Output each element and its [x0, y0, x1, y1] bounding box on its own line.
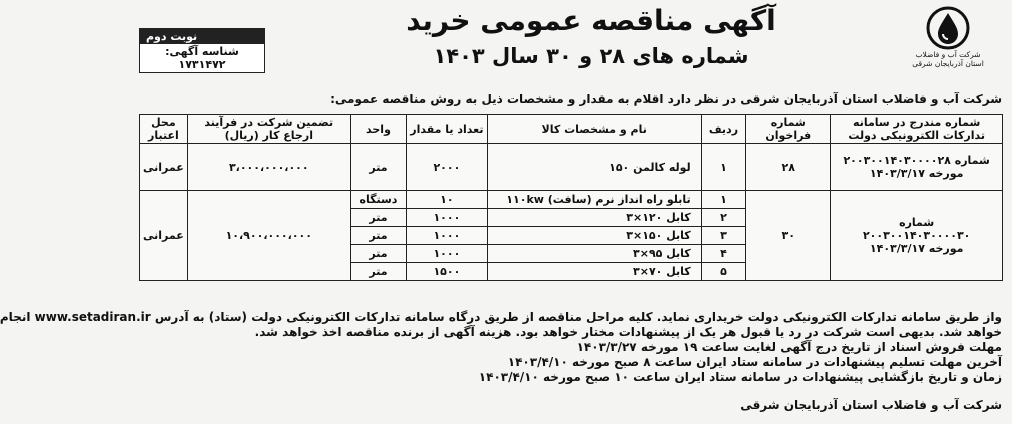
- row-cell: ۴: [701, 245, 746, 263]
- unit-cell: متر: [350, 144, 406, 191]
- reg-date-line: مورخه ۱۴۰۳/۳/۱۷: [869, 167, 964, 180]
- qty-cell: ۱۰: [407, 191, 488, 209]
- unit-cell: متر: [350, 245, 406, 263]
- reg-no-line: شماره ۲۰۰۳۰۰۱۴۰۳۰۰۰۰۲۸: [843, 154, 990, 167]
- header-call-no: شماره فراخوان: [746, 115, 831, 144]
- unit-cell: متر: [350, 263, 406, 281]
- ad-subtitle: شماره های ۲۸ و ۳۰ سال ۱۴۰۳: [433, 44, 749, 68]
- row-cell: ۱: [701, 144, 746, 191]
- footer-line: خواهد شد. بدیهی است شرکت در رد یا قبول هر یک از پیشنهادات مختار خواهد بود. هزینه آگهی از برنده مناقصه اخذ خواهد شد.: [254, 325, 1002, 339]
- water-drop-logo-icon: [926, 6, 970, 50]
- header-credit: محل اعتبار: [140, 115, 188, 144]
- ad-title: آگهی مناقصه عمومی خرید: [406, 4, 776, 37]
- header-item: نام و مشخصات کالا: [487, 115, 701, 144]
- reg-no-label: شماره: [899, 216, 935, 229]
- item-cell: کابل ۷۰×۳: [487, 263, 701, 281]
- item-cell: کابل ۹۵×۳: [487, 245, 701, 263]
- unit-cell: متر: [350, 227, 406, 245]
- footer-line: واز طریق سامانه تدارکات الکترونیکی دولت خریداری نماید. کلیه مراحل مناقصه از طریق درگاه سامانه تدارکات الکترونیکی دولت (ستاد) به آدرس www.setadiran.ir انجام: [0, 310, 1002, 324]
- footer-text: [0, 310, 1002, 385]
- ad-id: شناسه آگهی: ۱۷۳۱۴۷۲: [165, 45, 239, 71]
- row-cell: ۱: [701, 191, 746, 209]
- footer-line: مهلت فروش اسناد از تاریخ درج آگهی لغایت ساعت ۱۹ مورخه ۱۴۰۳/۳/۲۷: [576, 340, 1002, 354]
- reg-date-line: مورخه ۱۴۰۳/۳/۱۷: [869, 242, 964, 255]
- company-logo: [898, 6, 998, 68]
- header-qty: تعداد یا مقدار: [407, 115, 488, 144]
- reg-no-cell: [831, 144, 1003, 191]
- table-row: [140, 144, 1003, 191]
- reg-no-line: ۲۰۰۳۰۰۱۴۰۳۰۰۰۰۳۰: [862, 229, 971, 242]
- round-label: نوبت دوم: [140, 29, 264, 44]
- guarantee-cell: ۳،۰۰۰،۰۰۰،۰۰۰: [187, 144, 350, 191]
- unit-cell: دستگاه: [350, 191, 406, 209]
- reg-no-cell: [831, 191, 1003, 281]
- call-no-cell: ۲۸: [746, 144, 831, 191]
- qty-cell: ۱۵۰۰: [407, 263, 488, 281]
- header-guarantee: تضمین شرکت در فرآیند ارجاع کار (ریال): [187, 115, 350, 144]
- header-reg-no: شماره مندرج در سامانه تدارکات الکترونیکی دولت: [831, 115, 1003, 144]
- logo-caption-line2: استان آذربایجان شرقی: [912, 59, 984, 68]
- ad-badge: [139, 28, 265, 73]
- table-header-row: [140, 115, 1003, 144]
- qty-cell: ۲۰۰۰: [407, 144, 488, 191]
- credit-cell: عمرانی: [140, 144, 188, 191]
- header-unit: واحد: [350, 115, 406, 144]
- signature: شرکت آب و فاضلاب استان آذربایجان شرقی: [740, 398, 1002, 412]
- footer-line: زمان و تاریخ بازگشایی پیشنهادات در سامانه ستاد ایران ساعت ۱۰ صبح مورخه ۱۴۰۳/۴/۱۰: [478, 370, 1002, 384]
- qty-cell: ۱۰۰۰: [407, 227, 488, 245]
- table-row: [140, 191, 1003, 209]
- item-cell: لوله کالمن ۱۵۰: [487, 144, 701, 191]
- qty-cell: ۱۰۰۰: [407, 245, 488, 263]
- row-cell: ۲: [701, 209, 746, 227]
- qty-cell: ۱۰۰۰: [407, 209, 488, 227]
- credit-cell: عمرانی: [140, 191, 188, 281]
- row-cell: ۵: [701, 263, 746, 281]
- guarantee-cell: ۱۰،۹۰۰،۰۰۰،۰۰۰: [187, 191, 350, 281]
- unit-cell: متر: [350, 209, 406, 227]
- item-cell: کابل ۱۵۰×۳: [487, 227, 701, 245]
- logo-caption-line1: شرکت آب و فاضلاب: [915, 50, 981, 59]
- call-no-cell: ۳۰: [746, 191, 831, 281]
- row-cell: ۳: [701, 227, 746, 245]
- item-cell: کابل ۱۲۰×۳: [487, 209, 701, 227]
- tender-table: [139, 114, 1003, 281]
- header-row: ردیف: [701, 115, 746, 144]
- footer-line: آخرین مهلت تسلیم پیشنهادات در سامانه ستاد ایران ساعت ۸ صبح مورخه ۱۴۰۳/۴/۱۰: [507, 355, 1002, 369]
- intro-text: شرکت آب و فاضلاب استان آذربایجان شرقی در نظر دارد اقلام به مقدار و مشخصات ذیل به روش مناقصه عمومی:: [330, 92, 1002, 106]
- item-cell: تابلو راه انداز نرم (سافت) ۱۱۰kw: [487, 191, 701, 209]
